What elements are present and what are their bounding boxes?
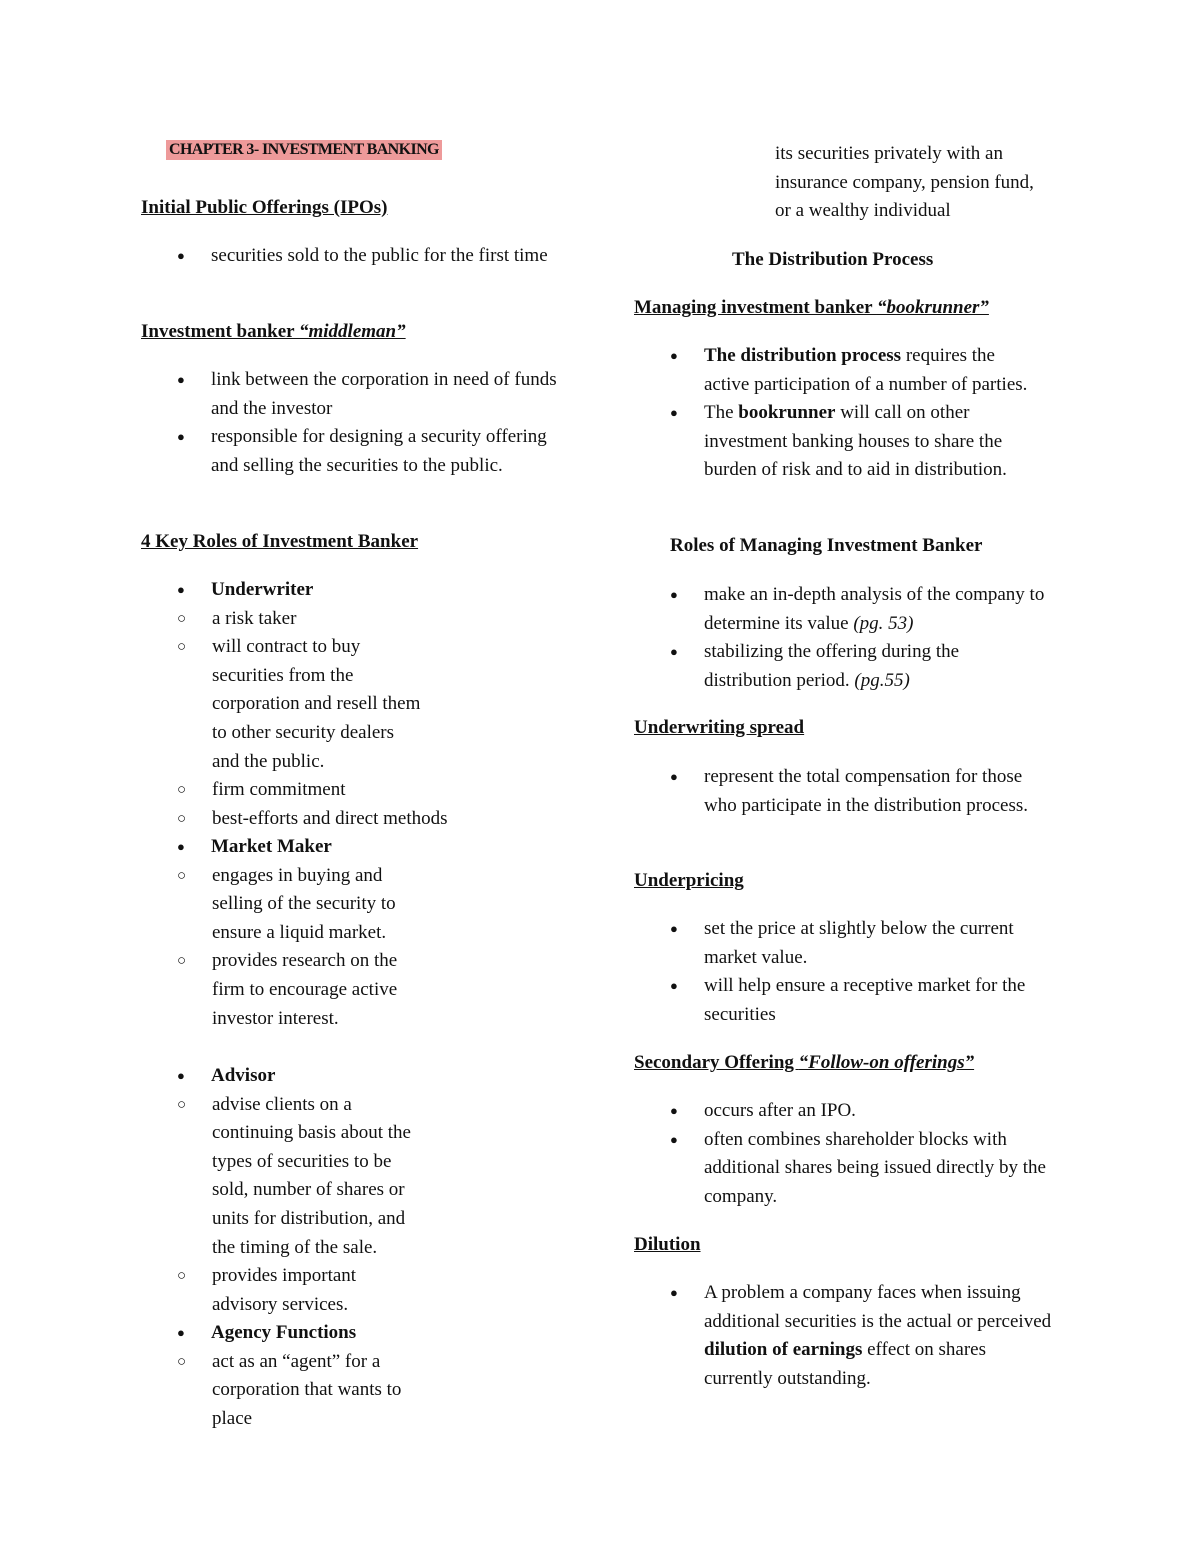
sub-item-text: advise clients on a continuing basis about the types of securities to be sold, number of shares or units for distribution, and the timing of the sale. [212, 1093, 411, 1258]
sub-item-text: act as an “agent” for a corporation that wants to place [212, 1350, 402, 1429]
list-item [634, 342, 1044, 399]
list-item-text: link between the corporation in need of funds and the investor [211, 369, 557, 419]
secondary-offering-heading [634, 1049, 974, 1078]
heading-text: Secondary Offering [634, 1052, 799, 1073]
sub-item-text: best-efforts and direct methods [212, 807, 448, 829]
list-item [141, 833, 581, 1033]
list-item-text: will call on other investment banking houses to share the burden of risk and to aid in distribution. [704, 402, 1007, 481]
list-item [634, 1279, 1054, 1393]
list-item [634, 581, 1054, 638]
underwriting-spread-heading: Underwriting spread [634, 717, 805, 738]
market-maker-block [141, 833, 581, 1033]
sub-list-item [141, 776, 581, 805]
list-item [634, 399, 1054, 485]
heading-italic: “middleman” [299, 321, 406, 342]
heading-italic: “Follow-on offerings” [798, 1052, 975, 1073]
list-item-text: securities sold to the public for the first time [211, 245, 548, 266]
underwriter-sublist [141, 605, 581, 834]
heading-text: Investment banker [141, 321, 299, 342]
list-item [634, 763, 1054, 820]
list-item-text: often combines shareholder blocks with additional shares being issued directly by the company. [704, 1128, 1046, 1207]
list-item [634, 1097, 1064, 1126]
page-ref: (pg. 53) [853, 612, 914, 634]
bold-text: dilution of earnings [704, 1339, 863, 1361]
list-item-text: make an in-depth analysis of the company to determine its value [704, 584, 1045, 634]
list-item-text: The [704, 402, 739, 424]
market-maker-sublist [141, 862, 581, 1034]
investment-banker-list [141, 366, 571, 480]
heading-text: Managing investment banker [634, 297, 877, 318]
managing-heading [634, 294, 989, 323]
list-item-text: stabilizing the offering during the distribution period. [704, 641, 960, 691]
list-item-text: represent the total compensation for those who participate in the distribution process. [704, 766, 1028, 816]
sub-list-item [141, 947, 422, 1033]
list-item-text: requires the active participation of a number of parties. [704, 345, 1028, 395]
advisor-label: Advisor [211, 1065, 276, 1086]
sub-item-text: provides important advisory services. [212, 1265, 357, 1315]
list-item [141, 242, 581, 271]
list-item-text: set the price at slightly below the current market value. [704, 918, 1014, 968]
sub-item-text: a risk taker [212, 607, 297, 629]
advisor-sublist [141, 1091, 581, 1320]
ipo-heading: Initial Public Offerings (IPOs) [141, 197, 388, 218]
dilution-list [634, 1279, 1064, 1393]
continuation-text: its securities privately with an insurance company, pension fund, or a wealthy individual [775, 143, 1034, 222]
sub-list-item [141, 1262, 422, 1319]
list-item-text: A problem a company faces when issuing additional securities is the actual or perceived [704, 1282, 1052, 1332]
managing-list [634, 342, 1064, 485]
sub-item-text: engages in buying and selling of the security to ensure a liquid market. [212, 864, 396, 943]
agency-block [141, 1319, 581, 1433]
list-item [141, 576, 581, 833]
advisor-block [141, 1062, 581, 1319]
agency-sublist [141, 1348, 581, 1434]
page-title: CHAPTER 3- INVESTMENT BANKING [166, 140, 442, 160]
list-item [141, 1062, 581, 1319]
roles-managing-title: Roles of Managing Investment Banker [670, 535, 983, 556]
underwriting-spread-list [634, 763, 1064, 820]
list-item [141, 366, 571, 423]
sub-list-item [141, 862, 422, 948]
underwriter-label: Underwriter [211, 579, 314, 600]
list-item [634, 915, 1059, 972]
sub-item-text: firm commitment [212, 779, 346, 801]
list-item [141, 423, 571, 480]
list-item-text: occurs after an IPO. [704, 1100, 856, 1121]
underpricing-list [634, 915, 1064, 1029]
list-item-text: will help ensure a receptive market for the securities [704, 975, 1026, 1025]
list-item-text: responsible for designing a security offering and selling the securities to the public. [211, 426, 547, 476]
list-item [141, 1319, 581, 1433]
market-maker-label: Market Maker [211, 836, 332, 857]
page-ref: (pg.55) [854, 669, 910, 691]
underpricing-heading: Underpricing [634, 870, 744, 891]
investment-banker-heading [141, 318, 406, 347]
list-item [634, 638, 1024, 695]
list-item-text: effect on shares currently outstanding. [704, 1339, 986, 1389]
list-item [634, 972, 1044, 1029]
sub-item-text: provides research on the firm to encourage active investor interest. [212, 950, 398, 1029]
sub-list-item [141, 1091, 422, 1263]
distribution-title: The Distribution Process [732, 249, 934, 270]
secondary-offering-list [634, 1097, 1064, 1211]
bold-text: The distribution process [704, 345, 902, 366]
sub-list-item [141, 633, 422, 776]
sub-list-item [141, 605, 581, 634]
roles-managing-list [634, 581, 1064, 695]
list-item [634, 1126, 1054, 1212]
sub-list-item [141, 1348, 412, 1434]
bold-text: bookrunner [738, 402, 836, 424]
dilution-heading: Dilution [634, 1234, 701, 1255]
underwriter-block [141, 576, 581, 833]
sub-list-item [141, 805, 581, 834]
agency-label: Agency Functions [211, 1322, 357, 1343]
ipo-list [141, 242, 581, 271]
key-roles-heading: 4 Key Roles of Investment Banker [141, 531, 419, 552]
sub-item-text: will contract to buy securities from the corporation and resell them to other security dealers and the public. [212, 636, 421, 772]
heading-italic: “bookrunner” [876, 297, 989, 318]
